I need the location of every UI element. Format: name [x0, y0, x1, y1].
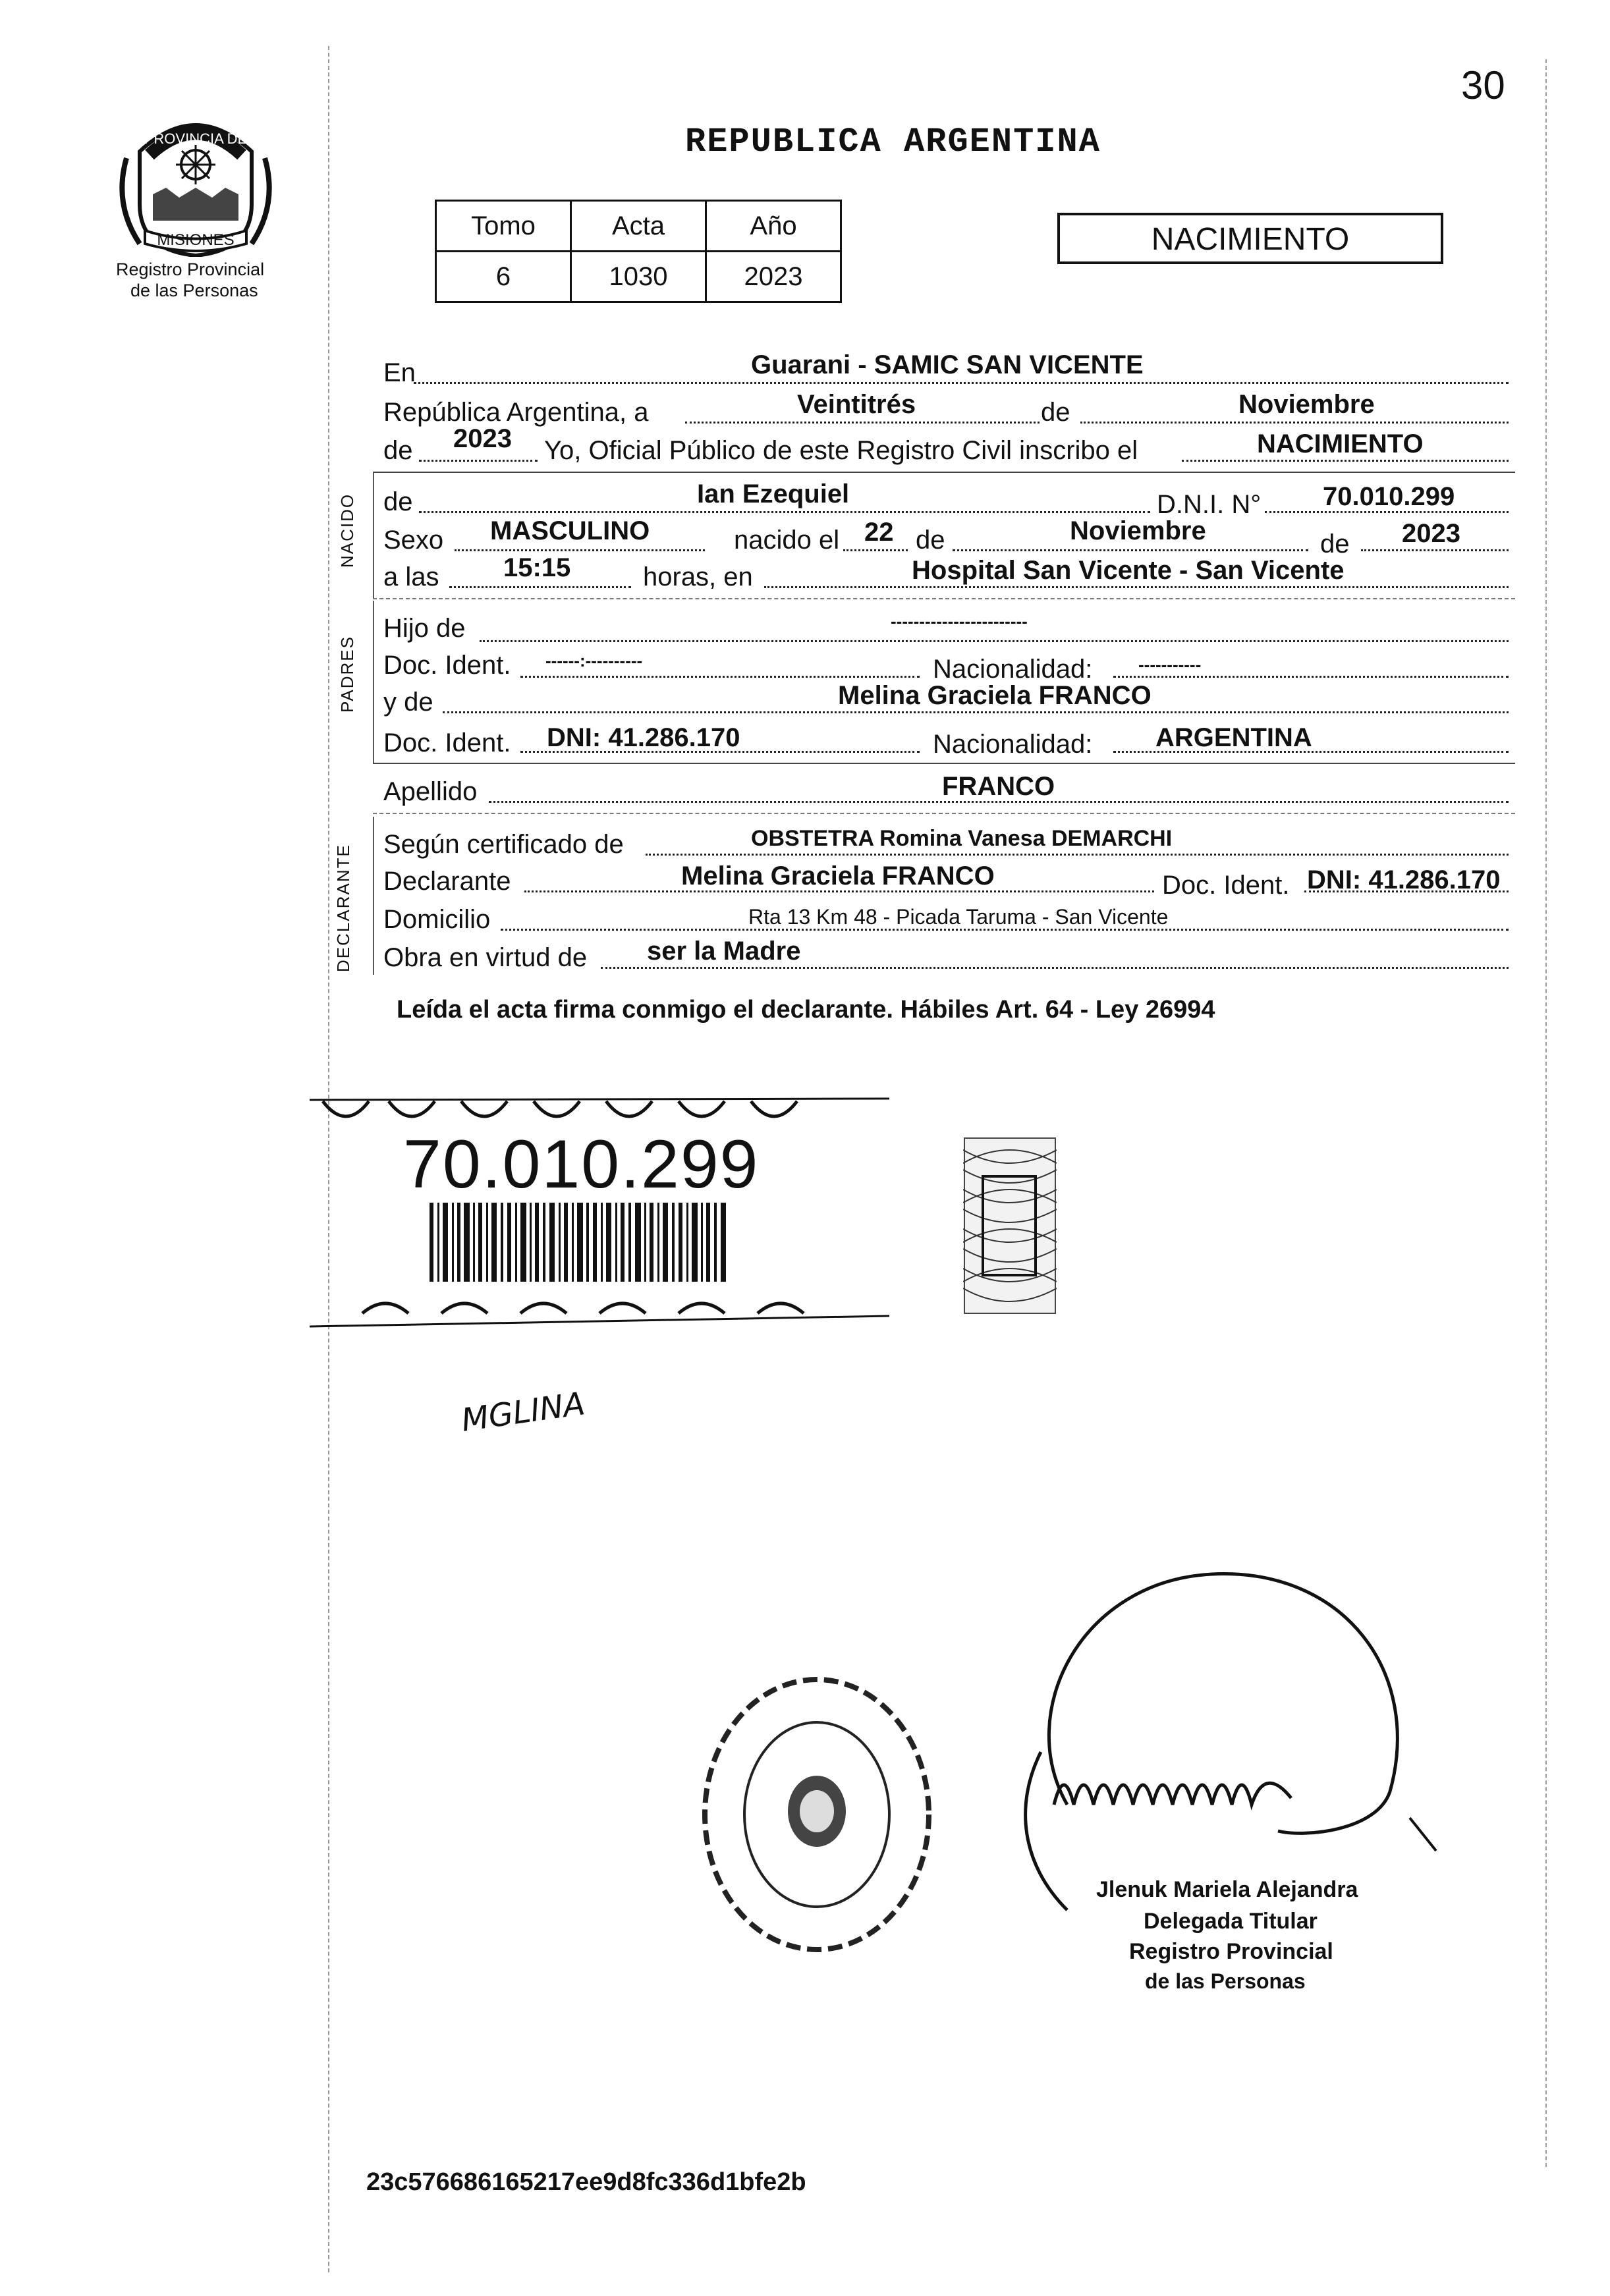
label-yo: Yo, Oficial Público de este Registro Civil inscribo el	[544, 436, 1138, 465]
label-horas: horas, en	[643, 562, 753, 591]
value-apellido: FRANCO	[942, 772, 1055, 801]
value-padre: ------------------------	[891, 611, 1028, 631]
value-certificado: OBSTETRA Romina Vanesa DEMARCHI	[751, 826, 1173, 851]
sticker-top-band	[310, 1080, 889, 1133]
registry-value-row	[436, 252, 841, 302]
dots-tipo	[1182, 460, 1509, 462]
dots-domicilio	[501, 929, 1509, 931]
value-madre: Melina Graciela FRANCO	[838, 681, 1152, 710]
registry-header-tomo: Tomo	[436, 201, 571, 252]
signatory-org2: de las Personas	[1145, 1969, 1306, 1993]
label-hijo: Hijo de	[383, 614, 466, 643]
section-rule	[373, 817, 374, 975]
value-sexo: MASCULINO	[490, 516, 650, 545]
label-segun: Según certificado de	[383, 830, 624, 859]
dots-anio	[419, 460, 538, 462]
value-tipo: NACIMIENTO	[1257, 429, 1424, 458]
country-title: REPUBLICA ARGENTINA	[685, 123, 1101, 161]
value-lugar-nac: Hospital San Vicente - San Vicente	[912, 556, 1345, 585]
value-mes-nac: Noviembre	[1070, 516, 1206, 545]
dots-certificado	[646, 854, 1509, 856]
registry-acta: 1030	[571, 252, 706, 302]
dots-lugar-nac	[764, 586, 1509, 588]
registry-anio: 2023	[706, 252, 841, 302]
dots-hora	[449, 586, 631, 588]
label-doc-ident: Doc. Ident.	[383, 651, 511, 680]
label-republica: República Argentina, a	[383, 398, 649, 427]
dots-dia	[685, 422, 1040, 424]
value-dni: 70.010.299	[1323, 482, 1455, 511]
sticker-bottom-band	[310, 1300, 889, 1346]
province-seal-logo	[113, 105, 278, 257]
security-hologram	[963, 1137, 1057, 1315]
divider	[373, 598, 1515, 599]
signatory-name: Jlenuk Mariela Alejandra	[1096, 1877, 1358, 1902]
agency-line2: de las Personas	[130, 281, 258, 300]
dots-dni	[1265, 511, 1509, 513]
dots-anio-nac	[1361, 549, 1509, 551]
value-dia-nac: 22	[864, 518, 894, 547]
value-madre-nac: ARGENTINA	[1155, 723, 1312, 752]
side-label-padres: PADRES	[337, 636, 357, 713]
act-type-box: NACIMIENTO	[1057, 213, 1443, 264]
label-dni: D.N.I. N°	[1157, 490, 1262, 519]
value-obra: ser la Madre	[647, 937, 801, 966]
label-declarante: Declarante	[383, 867, 511, 896]
label-nacido: nacido el	[734, 526, 840, 555]
barcode	[430, 1203, 727, 1282]
label-de-b2: de	[1320, 530, 1350, 559]
dots-mes	[1080, 422, 1509, 424]
label-domicilio: Domicilio	[383, 905, 491, 934]
label-nacionalidad2: Nacionalidad:	[933, 730, 1093, 759]
dots-padre-doc	[520, 676, 920, 678]
official-stamp	[692, 1666, 942, 1963]
label-de-nombre: de	[383, 487, 413, 516]
label-de-anio: de	[383, 436, 413, 465]
registry-tomo: 6	[436, 252, 571, 302]
divider	[373, 763, 1515, 764]
registry-header-anio: Año	[706, 201, 841, 252]
signatory-title: Delegada Titular	[1144, 1909, 1318, 1934]
dots-apellido	[489, 801, 1509, 803]
dots-padre-nac	[1113, 676, 1509, 678]
label-nacionalidad: Nacionalidad:	[933, 655, 1093, 684]
value-anio-nac: 2023	[1402, 519, 1460, 548]
label-a-las: a las	[383, 562, 439, 591]
dots-declarante-doc	[1304, 890, 1509, 892]
sticker-number: 70.010.299	[403, 1126, 760, 1203]
side-label-nacido: NACIDO	[337, 493, 357, 568]
value-padre-nac: -----------	[1138, 655, 1202, 674]
divider	[373, 472, 1515, 473]
label-apellido: Apellido	[383, 777, 478, 806]
section-rule	[373, 601, 374, 763]
value-nombre: Ian Ezequiel	[697, 479, 850, 508]
label-y-de: y de	[383, 688, 433, 717]
registry-header-acta: Acta	[571, 201, 706, 252]
divider	[373, 813, 1515, 814]
document-hash: 23c576686165217ee9d8fc336d1bfe2b	[366, 2168, 806, 2196]
dots-declarante	[524, 890, 1154, 892]
margin-line-right	[1545, 59, 1547, 2167]
label-de-b1: de	[916, 526, 945, 555]
side-label-declarante: DECLARANTE	[333, 844, 353, 972]
agency-line1: Registro Provincial	[116, 260, 265, 279]
label-doc-ident2: Doc. Ident.	[383, 728, 511, 757]
value-domicilio: Rta 13 Km 48 - Picada Taruma - San Vicente	[748, 905, 1169, 929]
handwritten-name: MGLINA	[459, 1385, 588, 1439]
label-sexo: Sexo	[383, 526, 444, 555]
label-en: En	[383, 358, 416, 387]
dots-obra	[601, 967, 1509, 969]
closing-text: Leída el acta firma conmigo el declarante. Hábiles Art. 64 - Ley 26994	[397, 996, 1215, 1024]
value-dia: Veintitrés	[797, 390, 916, 419]
dots-mes-nac	[953, 549, 1308, 551]
dots-nombre	[419, 511, 1150, 513]
margin-line	[328, 46, 329, 2272]
signatory-org1: Registro Provincial	[1129, 1939, 1333, 1964]
seal-text-bottom: MISIONES	[157, 231, 235, 249]
dots-dia-nac	[843, 549, 908, 551]
label-de-mes: de	[1041, 398, 1070, 427]
label-doc-ident3: Doc. Ident.	[1162, 871, 1290, 900]
value-anio: 2023	[453, 424, 512, 453]
section-rule	[373, 473, 374, 598]
dots-padre	[480, 640, 1509, 642]
value-lugar: Guarani - SAMIC SAN VICENTE	[751, 350, 1144, 379]
dots-sexo	[455, 549, 705, 551]
value-declarante: Melina Graciela FRANCO	[681, 861, 995, 890]
dots-madre	[443, 711, 1509, 713]
seal-text-top: PROVINCIA DE	[144, 130, 248, 147]
signature	[935, 1554, 1462, 1923]
value-hora: 15:15	[503, 553, 571, 582]
value-padre-doc: ------:----------	[545, 651, 643, 670]
value-declarante-doc: DNI: 41.286.170	[1307, 865, 1501, 894]
label-obra: Obra en virtud de	[383, 943, 588, 972]
dots-lugar	[414, 382, 1509, 384]
page-number: 30	[1461, 63, 1505, 107]
value-madre-doc: DNI: 41.286.170	[547, 723, 740, 752]
value-mes: Noviembre	[1238, 390, 1375, 419]
registry-table	[435, 200, 842, 303]
registry-header-row	[436, 201, 841, 252]
